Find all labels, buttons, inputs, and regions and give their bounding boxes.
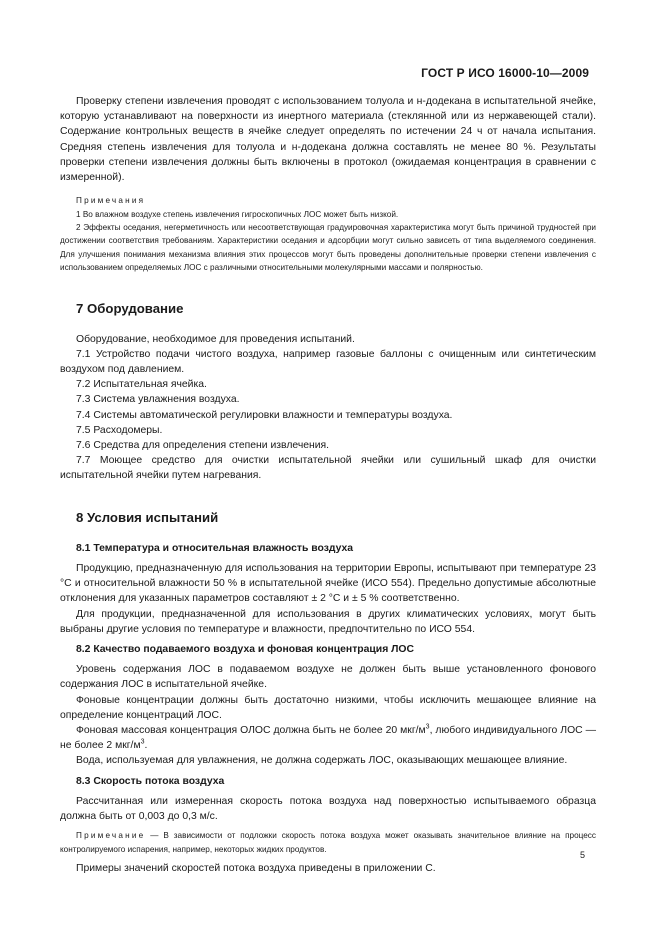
subsection-8-2-paragraph-3: [60, 723, 596, 753]
equipment-item-7-2: 7.2 Испытательная ячейка.: [76, 379, 207, 391]
superscript-3b: 3: [140, 738, 145, 746]
notes-title: Примечания: [76, 196, 146, 206]
equipment-item-7-1: 7.1 Устройство подачи чистого воздуха, например газовые баллоны с очищенным или синтетическим воздухом под давлением.: [60, 348, 596, 376]
subsection-8-3-paragraph-1: Рассчитанная или измеренная скорость потока воздуха над поверхностью испытываемого образца должна быть от 0,003 до 0,3 м/с.: [60, 795, 596, 822]
note-text: — В зависимости от подложки скорость потока воздуха может оказывать значительное влияние на процесс контролируемого испарения, например, некоторых жидких продуктов.: [60, 831, 596, 854]
intro-paragraph: Проверку степени извлечения проводят с использованием толуола и н-додекана в испытательной ячейке, которую устанавливают на поверхности из инертного материала (стеклянной или из нержавеющей стали). Содержание контрольных веществ в ячейке следует определять по истечении 24 ч от начала испытания. Средняя степень извлечения для толуола и н-додекана должна составлять не менее 80 %. Результаты проверки степени извлечения должны быть включены в протокол (ожидаемая концентрация в сравнении с измеренной).: [60, 96, 596, 184]
page-number: 5: [579, 850, 585, 860]
equipment-item-7-3: 7.3 Система увлажнения воздуха.: [76, 394, 240, 406]
equipment-item-7-7: 7.7 Моющее средство для очистки испытательной ячейки или сушильный шкаф для очистки испытательной ячейки путем нагревания.: [60, 455, 596, 482]
concentration-text-c: .: [144, 740, 148, 752]
document-code-header: ГОСТ Р ИСО 16000-10—2009: [421, 66, 589, 80]
concentration-text-a: Фоновая массовая концентрация ОЛОС должна быть не более 20 мкг/м: [76, 724, 426, 736]
equipment-item-7-5: 7.5 Расходомеры.: [76, 424, 163, 436]
subsection-8-3-paragraph-2: Примеры значений скоростей потока воздуха приведены в приложении С.: [76, 862, 436, 874]
subsection-8-2-paragraph-1: Уровень содержания ЛОС в подаваемом воздухе не должен быть выше установленного фонового содержания ЛОС в испытательной ячейке.: [60, 664, 596, 691]
section-7-heading: 7 Оборудование: [76, 300, 184, 316]
section-7-lead: Оборудование, необходимое для проведения испытаний.: [76, 333, 355, 345]
subsection-8-2-heading: 8.2 Качество подаваемого воздуха и фоновая концентрация ЛОС: [76, 643, 415, 655]
equipment-item-7-6: 7.6 Средства для определения степени извлечения.: [76, 440, 330, 452]
page-content: [60, 94, 596, 876]
subsection-8-1-paragraph-2: Для продукции, предназначенной для использования в других климатических условиях, могут быть выбраны другие условия по температуре и влажности, предпочтительно по ИСО 554.: [60, 608, 596, 635]
superscript-3a: 3: [425, 723, 430, 731]
subsection-8-3-note: [60, 829, 596, 856]
subsection-8-2-paragraph-4: Вода, используемая для увлажнения, не должна содержать ЛОС, оказывающих мешающее влияние.: [76, 755, 568, 767]
section-8-heading: 8 Условия испытаний: [76, 509, 219, 525]
note-2: 2 Эффекты оседания, негерметичность или несоответствующая градуировочная характеристика могут быть причиной трудностей при достижении соответствия требованиям. Характеристики оседания и адсорбции могут сильно зависеть от типа выделяемого соединения. Для улучшения понимания механизма влияния этих процессов могут быть проведены дополнительные проверки степени извлечения с использованием определяемых ЛОС с различными относительными молекулярными массами и полярностью.: [60, 223, 596, 273]
subsection-8-1-heading: 8.1 Температура и относительная влажность воздуха: [76, 542, 354, 554]
equipment-item-7-4: 7.4 Системы автоматической регулировки влажности и температуры воздуха.: [76, 409, 453, 421]
subsection-8-3-heading: 8.3 Скорость потока воздуха: [76, 775, 225, 787]
note-label: Примечание: [76, 831, 146, 841]
subsection-8-2-paragraph-2: Фоновые концентрации должны быть достаточно низкими, чтобы исключить мешающее влияние на определение концентраций ЛОС.: [60, 694, 596, 721]
note-1: 1 Во влажном воздухе степень извлечения гигроскопичных ЛОС может быть низкой.: [76, 209, 399, 219]
subsection-8-1-paragraph-1: Продукцию, предназначенную для использования на территории Европы, испытывают при температуре 23 °С и относительной влажности 50 % в испытательной ячейке (ИСО 554). Предельно допустимые абсолютные отклонения для указанных параметров составляют ± 2 °С и ± 5 % соответственно.: [60, 562, 596, 605]
concentration-text-b: , любого индивидуального ЛОС — не более 2 мкг/м: [60, 724, 596, 752]
